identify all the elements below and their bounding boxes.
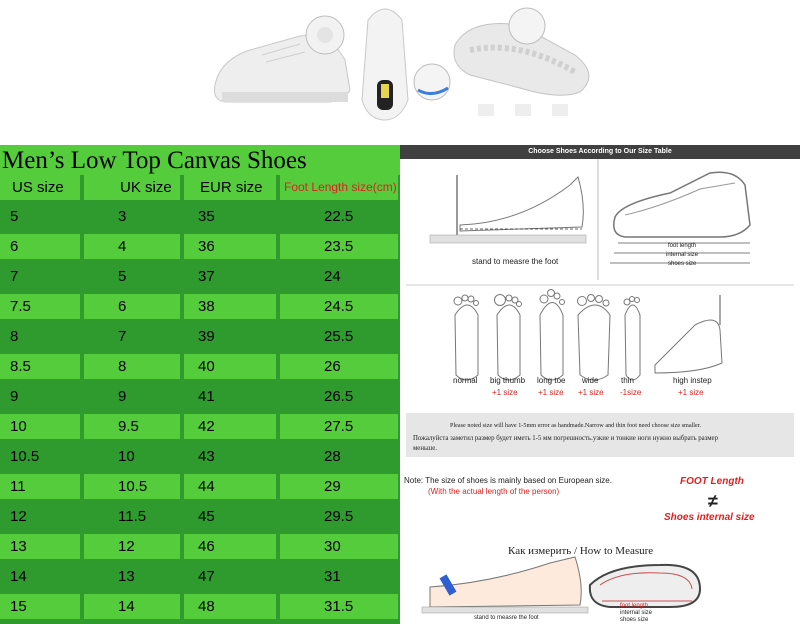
table-row (0, 504, 400, 529)
bottom-legend-foot-length: foot length (620, 603, 649, 609)
eur-size-cell: 44 (184, 474, 276, 499)
table-row (0, 234, 400, 259)
ruler-icon (422, 557, 588, 613)
eur-size-cell: 42 (184, 414, 276, 439)
foot-length-cell: 31.5 (280, 594, 398, 619)
shoe-inner-illustration (610, 172, 750, 263)
table-row (0, 564, 400, 589)
us-size-cell: 7.5 (0, 294, 80, 319)
foot-type-adjust: -1size (620, 388, 642, 397)
us-size-cell: 8.5 (0, 354, 80, 379)
foot-type-adjust: +1 size (578, 388, 604, 397)
table-row (0, 384, 400, 409)
table-row (0, 444, 400, 469)
size-note: Note: The size of shoes is mainly based on European size. (404, 476, 612, 485)
foot-type-label: normal (453, 376, 478, 385)
size-note-sub: (With the actual length of the person) (428, 487, 560, 496)
foot-length-cell: 30 (280, 534, 398, 559)
not-equal-sign: ≠ (708, 491, 718, 511)
foot-type-label: thin (621, 376, 634, 385)
us-size-cell: 13 (0, 534, 80, 559)
foot-length-cell: 24.5 (280, 294, 398, 319)
legend-internal-size: internal size (666, 252, 699, 258)
foot-length-cell: 27.5 (280, 414, 398, 439)
foot-length-cell: 23.5 (280, 234, 398, 259)
table-title: Men’s Low Top Canvas Shoes (0, 145, 400, 175)
foot-length-cell: 26.5 (280, 384, 398, 409)
foot-type-label: big thumb (490, 376, 526, 385)
foot-length-cell: 25.5 (280, 324, 398, 349)
us-size-cell: 9 (0, 384, 80, 409)
bottom-stand-label: stand to measre the foot (474, 615, 539, 621)
product-photos (0, 0, 800, 145)
table-row (0, 414, 400, 439)
note-english: Please noted size will have 1-5mm error as handmade.Narrow and thin foot need choose size smaller. (450, 422, 702, 429)
eur-size-cell: 41 (184, 384, 276, 409)
table-row (0, 294, 400, 319)
foot-type-illustrations (454, 290, 722, 381)
size-guide-panel (400, 145, 800, 624)
us-size-cell: 12 (0, 504, 80, 529)
guide-header: Choose Shoes According to Our Size Table (400, 145, 800, 159)
us-size-cell: 14 (0, 564, 80, 589)
thumb-2 (515, 104, 531, 116)
foot-measure-illustration (430, 175, 586, 243)
size-chart-table (0, 145, 400, 624)
bottom-shoe-illustration (590, 565, 700, 607)
table-row (0, 354, 400, 379)
internal-size-callout: Shoes internal size (664, 512, 755, 523)
uk-size-cell: 9.5 (84, 414, 180, 439)
us-size-cell: 5 (0, 204, 80, 229)
uk-size-cell: 12 (84, 534, 180, 559)
foot-length-header: Foot Length size(cm) (280, 175, 398, 200)
table-row (0, 204, 400, 229)
us-size-cell: 7 (0, 264, 80, 289)
table-row (0, 534, 400, 559)
us-size-cell: 10 (0, 414, 80, 439)
foot-length-cell: 29 (280, 474, 398, 499)
sole-zoom-circle (509, 8, 545, 44)
eur-size-cell: 46 (184, 534, 276, 559)
foot-length-cell: 29.5 (280, 504, 398, 529)
note-russian: Пожалуйста заметил размер будет иметь 1-5 мм погрешность.узкие и тонкие ноги нужно выбрать размер (413, 435, 718, 442)
uk-size-cell: 14 (84, 594, 180, 619)
eur-size-cell: 35 (184, 204, 276, 229)
uk-size-cell: 4 (84, 234, 180, 259)
legend-shoes-size: shoes size (668, 261, 697, 267)
shoe-top-photo (362, 9, 408, 120)
eur-size-header: EUR size (184, 175, 276, 200)
foot-length-callout: FOOT Length (680, 476, 744, 487)
eur-size-cell: 40 (184, 354, 276, 379)
thumb-3 (552, 104, 568, 116)
foot-length-cell: 31 (280, 564, 398, 589)
us-size-cell: 10.5 (0, 444, 80, 469)
uk-size-cell: 7 (84, 324, 180, 349)
note-russian-cont: меньше. (413, 445, 438, 452)
uk-size-cell: 6 (84, 294, 180, 319)
uk-size-cell: 11.5 (84, 504, 180, 529)
foot-length-cell: 28 (280, 444, 398, 469)
foot-type-adjust: +1 size (492, 388, 518, 397)
us-size-cell: 11 (0, 474, 80, 499)
eur-size-cell: 48 (184, 594, 276, 619)
eur-size-cell: 43 (184, 444, 276, 469)
foot-type-label: high instep (673, 376, 712, 385)
eur-size-cell: 38 (184, 294, 276, 319)
uk-size-cell: 8 (84, 354, 180, 379)
uk-size-cell: 5 (84, 264, 180, 289)
shoe-photos-image (0, 0, 800, 145)
us-size-header: US size (0, 175, 80, 200)
uk-size-header: UK size (84, 175, 180, 200)
eur-size-cell: 47 (184, 564, 276, 589)
foot-length-cell: 24 (280, 264, 398, 289)
table-row (0, 324, 400, 349)
foot-type-label: long toe (537, 376, 566, 385)
eur-size-cell: 39 (184, 324, 276, 349)
foot-length-cell: 26 (280, 354, 398, 379)
uk-size-cell: 10 (84, 444, 180, 469)
uk-size-cell: 10.5 (84, 474, 180, 499)
uk-size-cell: 9 (84, 384, 180, 409)
table-header-row (0, 175, 400, 200)
foot-type-label: wide (582, 376, 599, 385)
thumb-1 (478, 104, 494, 116)
foot-type-adjust: +1 size (538, 388, 564, 397)
foot-length-cell: 22.5 (280, 204, 398, 229)
how-to-measure-title: Как измерить / How to Measure (508, 545, 654, 557)
uk-size-cell: 3 (84, 204, 180, 229)
us-size-cell: 6 (0, 234, 80, 259)
eur-size-cell: 45 (184, 504, 276, 529)
us-size-cell: 15 (0, 594, 80, 619)
stand-label: stand to measre the foot (472, 257, 559, 266)
foot-type-adjust: +1 size (678, 388, 704, 397)
bottom-legend-shoes-size: shoes size (620, 617, 649, 623)
table-row (0, 594, 400, 619)
eur-size-cell: 36 (184, 234, 276, 259)
legend-foot-length: foot length (668, 243, 697, 249)
eur-size-cell: 37 (184, 264, 276, 289)
bottom-legend-internal-size: internal size (620, 610, 653, 616)
uk-size-cell: 13 (84, 564, 180, 589)
us-size-cell: 8 (0, 324, 80, 349)
table-row (0, 264, 400, 289)
table-row (0, 474, 400, 499)
